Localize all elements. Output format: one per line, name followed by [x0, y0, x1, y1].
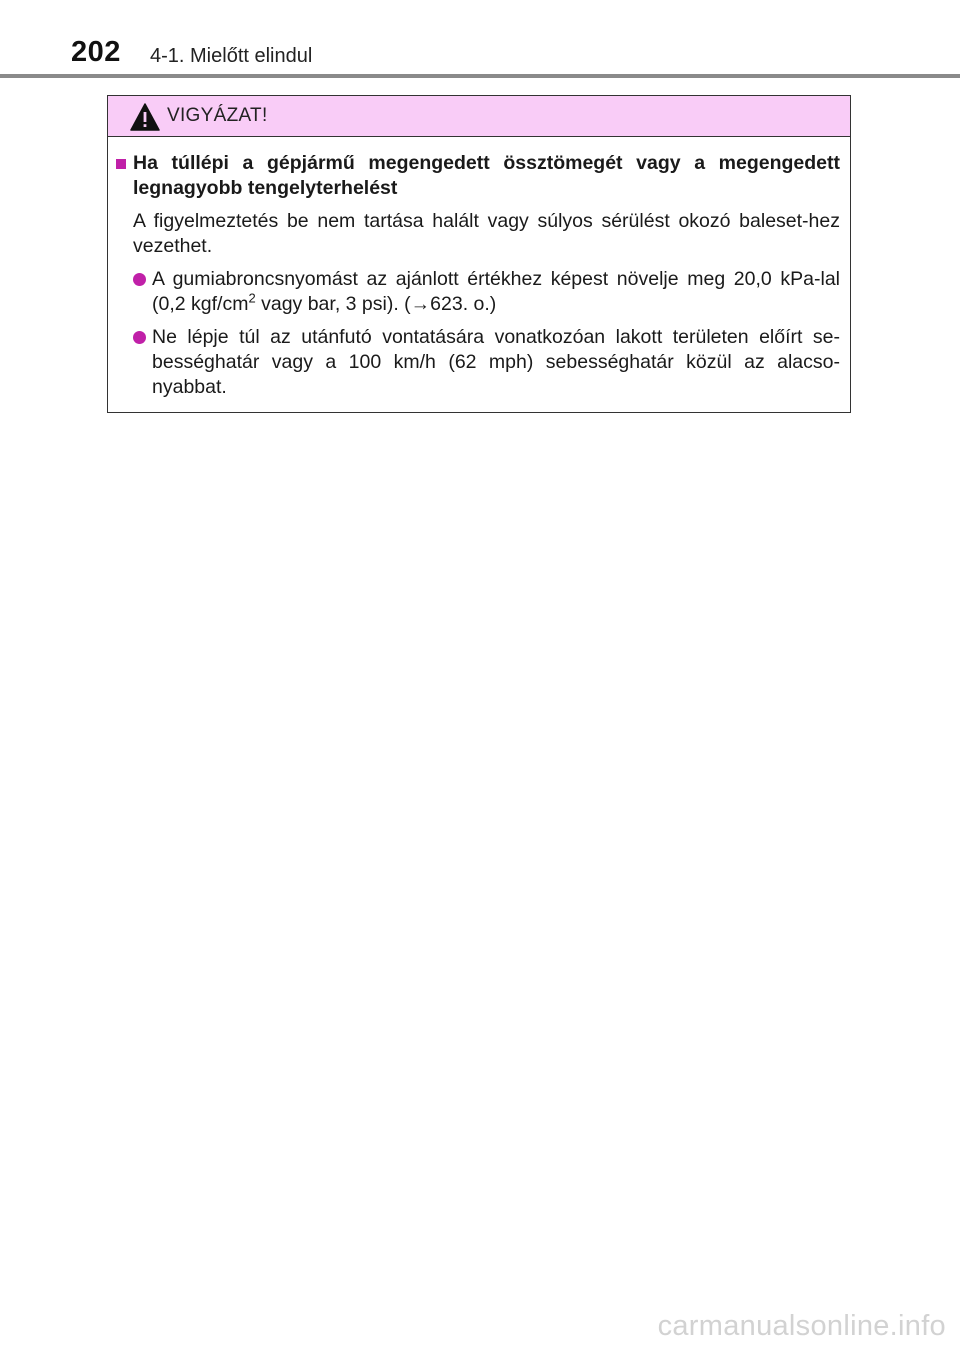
- page-number: 202: [71, 36, 121, 68]
- caution-title: VIGYÁZAT!: [167, 105, 268, 126]
- caution-paragraph: A figyelmeztetés be nem tartása halált vagy súlyos sérülést okozó baleset-hez vezethet.: [133, 210, 840, 257]
- caution-heading-row: [116, 151, 840, 201]
- caution-body: [108, 137, 850, 400]
- section-title: 4-1. Mielőtt elindul: [150, 45, 313, 67]
- page-header: [0, 0, 960, 78]
- bullet-item: [133, 325, 840, 400]
- caution-box: [107, 95, 851, 413]
- round-bullet-icon: [133, 273, 146, 286]
- caution-heading: Ha túllépi a gépjármű megengedett össztömegét vagy a megengedett legnagyobb tengelyterhelést: [133, 152, 840, 199]
- bullet-text: A gumiabroncsnyomást az ajánlott értékhez képest növelje meg 20,0 kPa-lal (0,2 kgf/$cm^2$ vagy bar, 3 psi). (→623. o.): [152, 268, 840, 315]
- round-bullet-icon: [133, 331, 146, 344]
- warning-triangle-icon: [130, 103, 160, 131]
- caution-header: [108, 96, 850, 137]
- bullet-item: [133, 267, 840, 317]
- square-bullet-icon: [116, 159, 126, 169]
- watermark: carmanualsonline.info: [657, 1310, 946, 1342]
- header-divider: [0, 74, 960, 78]
- bullet-text: Ne lépje túl az utánfutó vontatására vonatkozóan lakott területen előírt se-bességhatár vagy a 100 km/h (62 mph) sebességhatár közül az alacso-nyabbat.: [152, 326, 840, 398]
